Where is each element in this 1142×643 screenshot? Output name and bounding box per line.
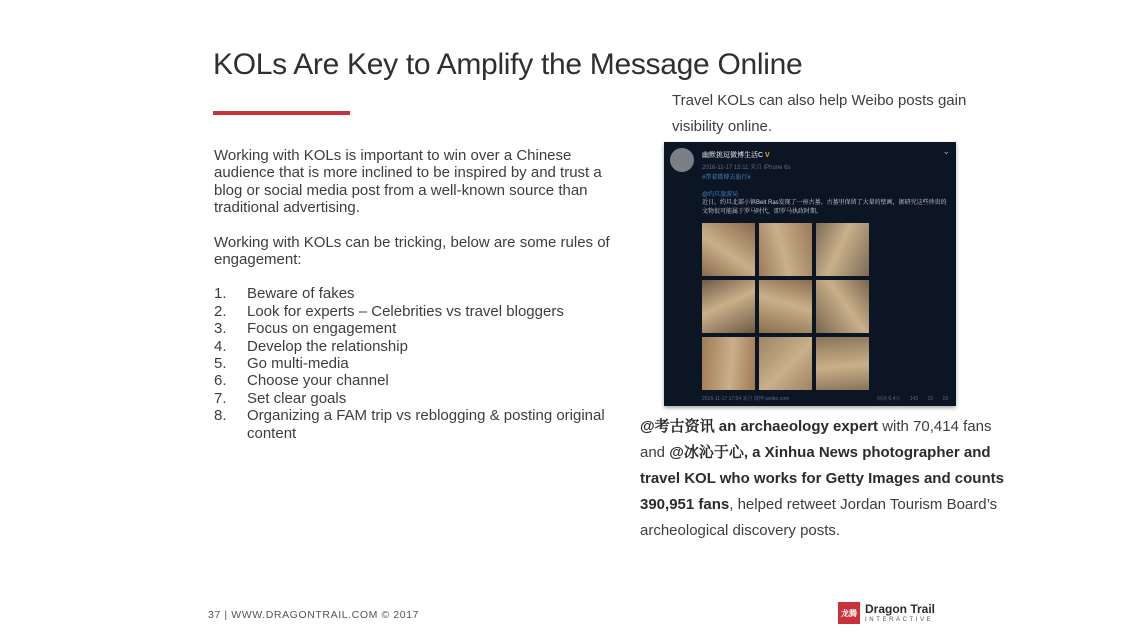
logo-name: Dragon Trail xyxy=(865,601,936,616)
caption-text-2: , helped retweet Jordan Tourism Board’s archeological discovery posts. xyxy=(640,496,998,539)
weibo-timestamp: 2016-11-17 15:11 来自 iPhone 6s xyxy=(702,165,791,171)
chevron-down-icon: ⌄ xyxy=(942,146,950,156)
like-count: 19 xyxy=(942,396,948,402)
list-item-number: 8. xyxy=(214,407,227,425)
fresco-image-tile[interactable] xyxy=(816,337,869,390)
page-footer: 37 | WWW.DRAGONTRAIL.COM © 2017 xyxy=(208,609,420,621)
rules-intro-paragraph: Working with KOLs can be tricking, below are some rules of engagement: xyxy=(214,233,610,269)
page-title: KOLs Are Key to Amplify the Message Online xyxy=(213,48,803,81)
list-item xyxy=(214,390,629,407)
list-item xyxy=(214,320,629,337)
logo-subtitle: INTERACTIVE xyxy=(865,616,934,623)
fresco-image-tile[interactable] xyxy=(702,337,755,390)
post-stats xyxy=(869,395,948,402)
list-item-number: 2. xyxy=(214,302,227,320)
dragon-trail-logo xyxy=(838,601,935,625)
list-item-number: 1. xyxy=(214,285,227,303)
retweet-text: 近日，约旦北部小镇Beit Ras发现了一座古墓。古墓里保留了大量的壁画，据研究这些珍贵的文物很可能属于罗马时代，即罗马执政时期。 xyxy=(702,200,947,215)
repost-count: 143 xyxy=(909,396,919,402)
fresco-image-tile[interactable] xyxy=(816,280,869,333)
weibo-intro-text: Travel KOLs can also help Weibo posts gain visibility online. xyxy=(672,92,967,135)
list-item xyxy=(214,338,629,355)
caption-bold-2: @冰沁于心, a Xinhua News photographer and travel KOL who works for Getty Images and counts 390,951 fans xyxy=(640,444,1004,513)
comment-count: 10 xyxy=(927,396,934,402)
weibo-username xyxy=(702,150,770,160)
list-item xyxy=(214,372,629,389)
list-item xyxy=(214,355,629,372)
title-underline xyxy=(213,111,350,115)
list-item-number: 5. xyxy=(214,355,227,373)
list-item-number: 3. xyxy=(214,320,227,338)
list-item-text: Choose your channel xyxy=(247,372,389,390)
weibo-username-text: 幽默挑逗微博生活C xyxy=(702,152,764,159)
logo-text xyxy=(865,603,935,624)
weibo-hashtag: #带着微博去旅行# xyxy=(702,175,751,181)
list-item-text: Look for experts – Celebrities vs travel bloggers xyxy=(247,302,564,320)
retweet-footer: 2016-11-17 17:54 来自 微博 weibo.com xyxy=(702,396,790,402)
verified-badge-icon: V xyxy=(765,152,770,159)
fresco-image-tile[interactable] xyxy=(759,337,812,390)
caption-text-1: with 70,414 fans and xyxy=(640,418,992,461)
fresco-image-grid xyxy=(702,223,869,390)
logo-mark-icon: 龙腾 xyxy=(838,602,860,624)
list-item-number: 4. xyxy=(214,337,227,355)
caption-bold-1: @考古资讯 an archaeology expert xyxy=(640,418,879,435)
weibo-caption xyxy=(640,414,1010,544)
retweet-username: @约旦旅游局 xyxy=(702,192,739,198)
list-item xyxy=(214,407,629,442)
left-column xyxy=(214,147,629,442)
intro-paragraph: Working with KOLs is important to win over a Chinese audience that is more inclined to be inspired by and trust a blog or social media post from a well-known source than traditional advertising. xyxy=(214,147,602,217)
fresco-image-tile[interactable] xyxy=(816,223,869,276)
fresco-image-tile[interactable] xyxy=(759,280,812,333)
list-item-text: Organizing a FAM trip vs reblogging & posting original content xyxy=(247,407,605,442)
list-item-number: 6. xyxy=(214,372,227,390)
list-item-number: 7. xyxy=(214,389,227,407)
fresco-image-tile[interactable] xyxy=(702,280,755,333)
list-item xyxy=(214,303,629,320)
weibo-post-screenshot xyxy=(664,142,956,406)
list-item-text: Develop the relationship xyxy=(247,337,408,355)
fresco-image-tile[interactable] xyxy=(759,223,812,276)
avatar xyxy=(670,148,694,172)
views-count: 阅读 6.4万 xyxy=(877,396,901,402)
fresco-image-tile[interactable] xyxy=(702,223,755,276)
list-item-text: Go multi-media xyxy=(247,355,349,373)
rules-list xyxy=(214,285,629,442)
list-item-text: Focus on engagement xyxy=(247,320,397,338)
list-item-text: Beware of fakes xyxy=(247,285,355,303)
list-item xyxy=(214,285,629,302)
list-item-text: Set clear goals xyxy=(247,389,347,407)
